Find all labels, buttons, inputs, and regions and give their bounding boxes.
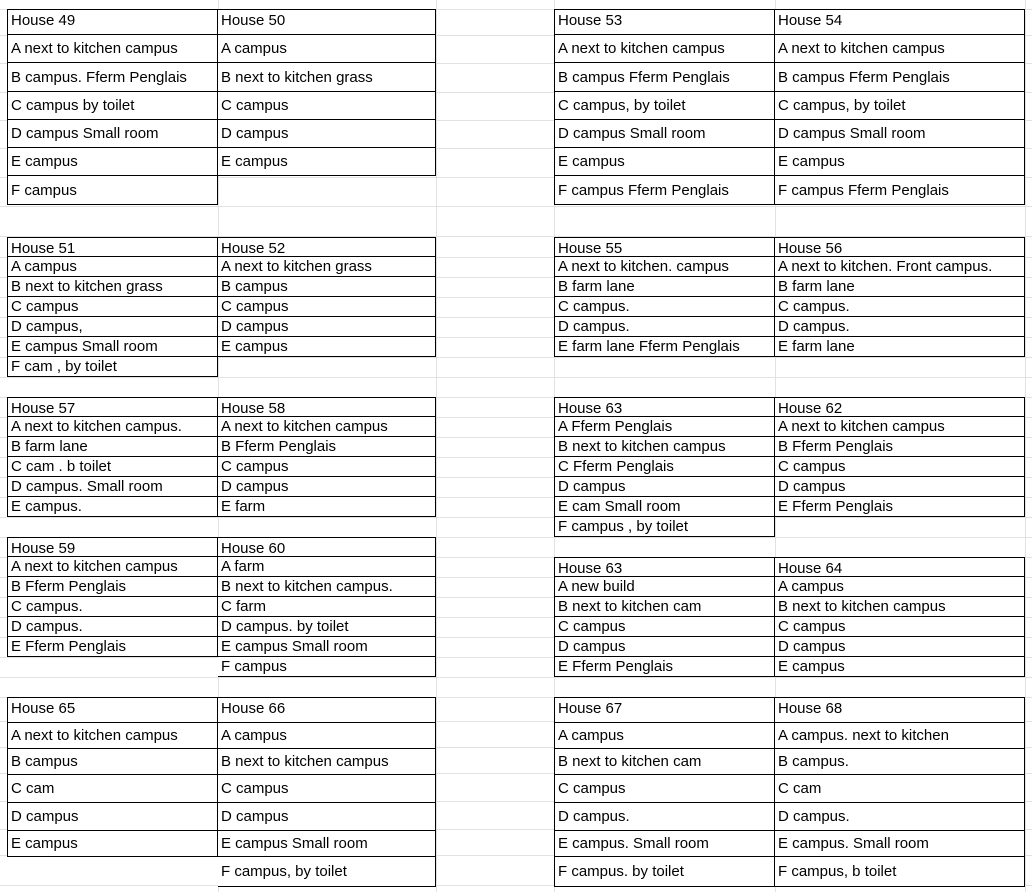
room-cell[interactable]: E campus. Small room [554, 831, 775, 857]
house-title-cell[interactable]: House 50 [218, 9, 436, 35]
room-cell[interactable]: C campus by toilet [7, 92, 218, 120]
room-cell[interactable]: B campus [218, 277, 436, 297]
room-cell[interactable]: A next to kitchen campus [775, 417, 1025, 437]
room-cell[interactable]: D campus. by toilet [218, 617, 436, 637]
house-title-cell[interactable]: House 54 [775, 9, 1025, 35]
room-cell[interactable]: B next to kitchen cam [554, 749, 775, 775]
room-cell[interactable]: E campus. Small room [775, 831, 1025, 857]
room-cell[interactable]: C campus, by toilet [775, 92, 1025, 120]
room-cell[interactable]: B next to kitchen cam [554, 597, 775, 617]
room-cell[interactable]: D campus [218, 317, 436, 337]
room-cell[interactable]: A next to kitchen campus [7, 723, 218, 749]
empty-cell[interactable] [218, 357, 436, 377]
room-cell[interactable]: F campus Fferm Penglais [554, 176, 775, 205]
house-title-cell[interactable]: House 60 [218, 537, 436, 557]
room-cell[interactable]: D campus [7, 803, 218, 831]
room-cell[interactable]: C Fferm Penglais [554, 457, 775, 477]
room-cell[interactable]: B farm lane [7, 437, 218, 457]
room-cell[interactable]: B next to kitchen grass [7, 277, 218, 297]
house-title-cell[interactable]: House 51 [7, 237, 218, 257]
room-cell[interactable]: E campus Small room [218, 831, 436, 857]
room-cell[interactable]: F campus , by toilet [554, 517, 775, 537]
room-cell[interactable]: E campus [218, 337, 436, 357]
empty-cell[interactable] [775, 517, 1025, 537]
room-cell[interactable]: D campus. [7, 617, 218, 637]
room-cell[interactable]: B campus Fferm Penglais [775, 63, 1025, 92]
gridline [0, 206, 1032, 207]
house-title-cell[interactable]: House 63 [554, 557, 775, 577]
room-cell[interactable]: C campus, by toilet [554, 92, 775, 120]
room-cell[interactable]: C campus [554, 775, 775, 803]
gridline [436, 0, 437, 892]
house-title-cell[interactable]: House 57 [7, 397, 218, 417]
room-cell[interactable]: E campus [218, 148, 436, 176]
room-cell[interactable]: A campus [218, 723, 436, 749]
room-cell[interactable]: D campus Small room [554, 120, 775, 148]
room-cell[interactable]: F cam , by toilet [7, 357, 218, 377]
room-cell[interactable]: A next to kitchen campus [775, 35, 1025, 63]
room-cell[interactable]: D campus [218, 120, 436, 148]
room-cell[interactable]: A next to kitchen campus. [7, 417, 218, 437]
room-cell[interactable]: B next to kitchen grass [218, 63, 436, 92]
room-cell[interactable]: E campus [775, 148, 1025, 176]
room-cell[interactable]: B Fferm Penglais [7, 577, 218, 597]
gridline [0, 377, 1032, 378]
room-cell[interactable]: F campus [7, 176, 218, 205]
room-cell[interactable]: B campus. [775, 749, 1025, 775]
room-cell[interactable]: A farm [218, 557, 436, 577]
room-cell[interactable]: C campus [775, 457, 1025, 477]
room-cell[interactable]: A next to kitchen campus [218, 417, 436, 437]
room-cell[interactable]: A next to kitchen campus [554, 35, 775, 63]
house-title-cell[interactable]: House 55 [554, 237, 775, 257]
house-title-cell[interactable]: House 58 [218, 397, 436, 417]
room-cell[interactable]: F campus. by toilet [554, 857, 775, 887]
room-cell[interactable]: A campus [554, 723, 775, 749]
room-cell[interactable]: C cam [775, 775, 1025, 803]
room-cell[interactable]: E campus [7, 148, 218, 176]
house-title-cell[interactable]: House 63 [554, 397, 775, 417]
room-cell[interactable]: E campus. [7, 497, 218, 517]
room-cell[interactable]: B farm lane [775, 277, 1025, 297]
room-cell[interactable]: E Fferm Penglais [775, 497, 1025, 517]
house-block-63-64 [554, 557, 1025, 677]
house-block-59-60 [7, 537, 436, 677]
room-cell[interactable]: D campus, [7, 317, 218, 337]
room-cell[interactable]: E cam Small room [554, 497, 775, 517]
room-cell[interactable]: D campus. [775, 803, 1025, 831]
room-cell[interactable]: D campus Small room [775, 120, 1025, 148]
empty-cell[interactable] [7, 657, 218, 677]
house-title-cell[interactable]: House 64 [775, 557, 1025, 577]
room-cell[interactable]: D campus [554, 477, 775, 497]
room-cell[interactable]: D campus. [775, 317, 1025, 337]
room-cell[interactable]: C campus [218, 457, 436, 477]
room-cell[interactable]: D campus. Small room [7, 477, 218, 497]
room-cell[interactable]: E Fferm Penglais [554, 657, 775, 677]
room-cell[interactable]: D campus [218, 803, 436, 831]
room-cell[interactable]: E campus [7, 831, 218, 857]
house-title-cell[interactable]: House 52 [218, 237, 436, 257]
room-cell[interactable]: F campus, by toilet [218, 857, 436, 887]
empty-cell[interactable] [218, 176, 436, 205]
house-block-65-66 [7, 697, 436, 887]
house-title-cell[interactable]: House 62 [775, 397, 1025, 417]
room-cell[interactable]: E farm [218, 497, 436, 517]
room-cell[interactable]: A next to kitchen campus [7, 557, 218, 577]
gridline [0, 677, 1032, 678]
room-cell[interactable]: A next to kitchen grass [218, 257, 436, 277]
house-title-cell[interactable]: House 56 [775, 237, 1025, 257]
room-cell[interactable]: B campus [7, 749, 218, 775]
room-cell[interactable]: D campus [775, 477, 1025, 497]
room-cell[interactable]: D campus [554, 637, 775, 657]
house-title-cell[interactable]: House 68 [775, 697, 1025, 723]
house-block-49-50 [7, 9, 436, 205]
house-title-cell[interactable]: House 59 [7, 537, 218, 557]
house-title-cell[interactable]: House 65 [7, 697, 218, 723]
room-cell[interactable]: B next to kitchen campus [554, 437, 775, 457]
room-cell[interactable]: E campus [554, 148, 775, 176]
room-cell[interactable]: A next to kitchen campus [7, 35, 218, 63]
room-cell[interactable]: D campus [218, 477, 436, 497]
room-cell[interactable]: F campus, b toilet [775, 857, 1025, 887]
room-cell[interactable]: D campus. [554, 317, 775, 337]
room-cell[interactable]: C campus. [7, 597, 218, 617]
room-cell[interactable]: A next to kitchen. campus [554, 257, 775, 277]
room-cell[interactable]: C campus. [775, 297, 1025, 317]
room-cell[interactable]: B next to kitchen campus [775, 597, 1025, 617]
room-cell[interactable]: E campus Small room [218, 637, 436, 657]
house-block-53-54 [554, 9, 1025, 205]
room-cell[interactable]: C farm [218, 597, 436, 617]
room-cell[interactable]: B Fferm Penglais [775, 437, 1025, 457]
room-cell[interactable]: A campus [218, 35, 436, 63]
room-cell[interactable]: C cam . b toilet [7, 457, 218, 477]
room-cell[interactable]: E farm lane [775, 337, 1025, 357]
house-block-63-62 [554, 397, 1025, 537]
room-cell[interactable]: B next to kitchen campus. [218, 577, 436, 597]
room-cell[interactable]: E farm lane Fferm Penglais [554, 337, 775, 357]
room-cell[interactable]: A campus [7, 257, 218, 277]
room-cell[interactable]: C campus. [554, 297, 775, 317]
room-cell[interactable]: A campus. next to kitchen [775, 723, 1025, 749]
room-cell[interactable]: C campus [7, 297, 218, 317]
house-title-cell[interactable]: House 49 [7, 9, 218, 35]
room-cell[interactable]: B Fferm Penglais [218, 437, 436, 457]
room-cell[interactable]: C campus [218, 775, 436, 803]
room-cell[interactable]: D campus [775, 637, 1025, 657]
room-cell[interactable]: B next to kitchen campus [218, 749, 436, 775]
room-cell[interactable]: B farm lane [554, 277, 775, 297]
room-cell[interactable]: E Fferm Penglais [7, 637, 218, 657]
room-cell[interactable]: A next to kitchen. Front campus. [775, 257, 1025, 277]
room-cell[interactable]: A new build [554, 577, 775, 597]
room-cell[interactable]: F campus [218, 657, 436, 677]
room-cell[interactable]: A Fferm Penglais [554, 417, 775, 437]
room-cell[interactable]: C campus [775, 617, 1025, 637]
house-block-51-52 [7, 237, 436, 377]
room-cell[interactable]: C campus [218, 297, 436, 317]
gridline [1025, 0, 1026, 892]
house-title-cell[interactable]: House 53 [554, 9, 775, 35]
house-block-57-58 [7, 397, 436, 517]
room-cell[interactable]: E campus Small room [7, 337, 218, 357]
room-cell[interactable]: B campus. Fferm Penglais [7, 63, 218, 92]
house-block-55-56 [554, 237, 1025, 357]
house-title-cell[interactable]: House 66 [218, 697, 436, 723]
room-cell[interactable]: A campus [775, 577, 1025, 597]
room-cell[interactable]: B campus Fferm Penglais [554, 63, 775, 92]
empty-cell[interactable] [7, 857, 218, 887]
room-cell[interactable]: E campus [775, 657, 1025, 677]
room-cell[interactable]: C cam [7, 775, 218, 803]
room-cell[interactable]: F campus Fferm Penglais [775, 176, 1025, 205]
room-cell[interactable]: D campus Small room [7, 120, 218, 148]
room-cell[interactable]: C campus [554, 617, 775, 637]
house-title-cell[interactable]: House 67 [554, 697, 775, 723]
room-cell[interactable]: D campus. [554, 803, 775, 831]
house-block-67-68 [554, 697, 1025, 887]
room-cell[interactable]: C campus [218, 92, 436, 120]
